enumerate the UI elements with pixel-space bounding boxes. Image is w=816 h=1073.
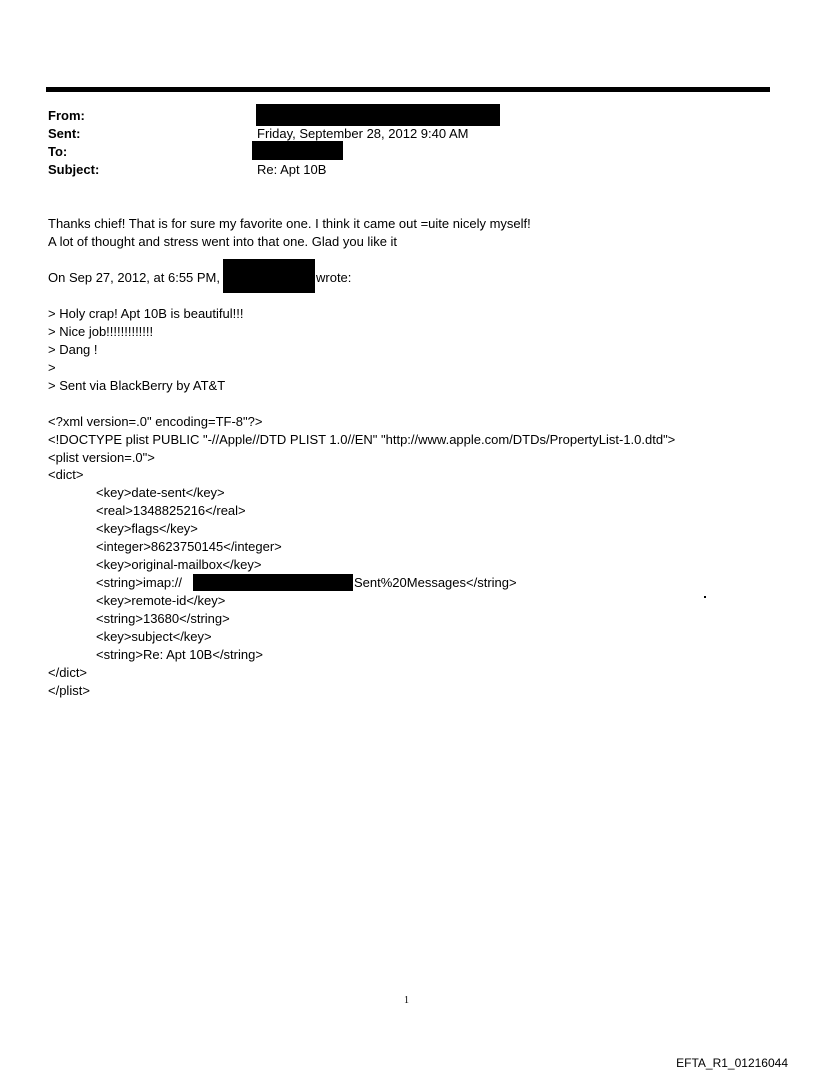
- quoted-line: > Dang !: [48, 342, 98, 357]
- plist-entry: <key>subject</key>: [96, 629, 212, 644]
- from-label: From:: [48, 108, 85, 123]
- quoted-line: > Nice job!!!!!!!!!!!!!: [48, 324, 154, 339]
- plist-entry: <integer>8623750145</integer>: [96, 539, 282, 554]
- imap-redaction: [193, 574, 353, 591]
- quoted-line: >: [48, 360, 56, 375]
- imap-suffix: Sent%20Messages</string>: [354, 575, 517, 590]
- dict-close: </dict>: [48, 665, 88, 680]
- quoted-line: > Sent via BlackBerry by AT&T: [48, 378, 226, 393]
- quote-intro-prefix: On Sep 27, 2012, at 6:55 PM,: [48, 270, 221, 285]
- plist-entry: <string>13680</string>: [96, 611, 230, 626]
- body-line-2: A lot of thought and stress went into that one. Glad you like it: [48, 234, 398, 249]
- page-number: 1: [404, 995, 409, 1006]
- sent-label: Sent:: [48, 126, 81, 141]
- plist-entry: <key>date-sent</key>: [96, 485, 225, 500]
- dict-open: <dict>: [48, 467, 84, 482]
- from-redaction: [256, 104, 500, 126]
- stray-dot: [704, 596, 706, 598]
- quoted-line: > Holy crap! Apt 10B is beautiful!!!: [48, 306, 244, 321]
- sent-value: Friday, September 28, 2012 9:40 AM: [257, 126, 469, 141]
- plist-entry: <real>1348825216</real>: [96, 503, 246, 518]
- plist-open: <plist version=.0">: [48, 450, 155, 465]
- plist-entry: <key>original-mailbox</key>: [96, 557, 262, 572]
- plist-close: </plist>: [48, 683, 90, 698]
- xml-declaration: <?xml version=.0" encoding=TF-8"?>: [48, 414, 263, 429]
- doctype-line: <!DOCTYPE plist PUBLIC "-//Apple//DTD PLIST 1.0//EN" "http://www.apple.com/DTDs/PropertyList-1.0.dtd">: [48, 432, 676, 447]
- imap-prefix: <string>imap://: [96, 575, 182, 590]
- body-line-1: Thanks chief! That is for sure my favorite one. I think it came out =uite nicely myself!: [48, 216, 531, 231]
- plist-entry: <key>flags</key>: [96, 521, 198, 536]
- plist-entry: <key>remote-id</key>: [96, 593, 226, 608]
- to-label: To:: [48, 144, 68, 159]
- document-id: EFTA_R1_01216044: [676, 1056, 788, 1070]
- plist-entry: <string>Re: Apt 10B</string>: [96, 647, 263, 662]
- quote-intro-suffix: wrote:: [316, 270, 352, 285]
- subject-label: Subject:: [48, 162, 100, 177]
- subject-value: Re: Apt 10B: [257, 162, 327, 177]
- header-rule: [46, 87, 770, 92]
- to-redaction: [252, 141, 343, 160]
- sender-redaction: [223, 259, 315, 293]
